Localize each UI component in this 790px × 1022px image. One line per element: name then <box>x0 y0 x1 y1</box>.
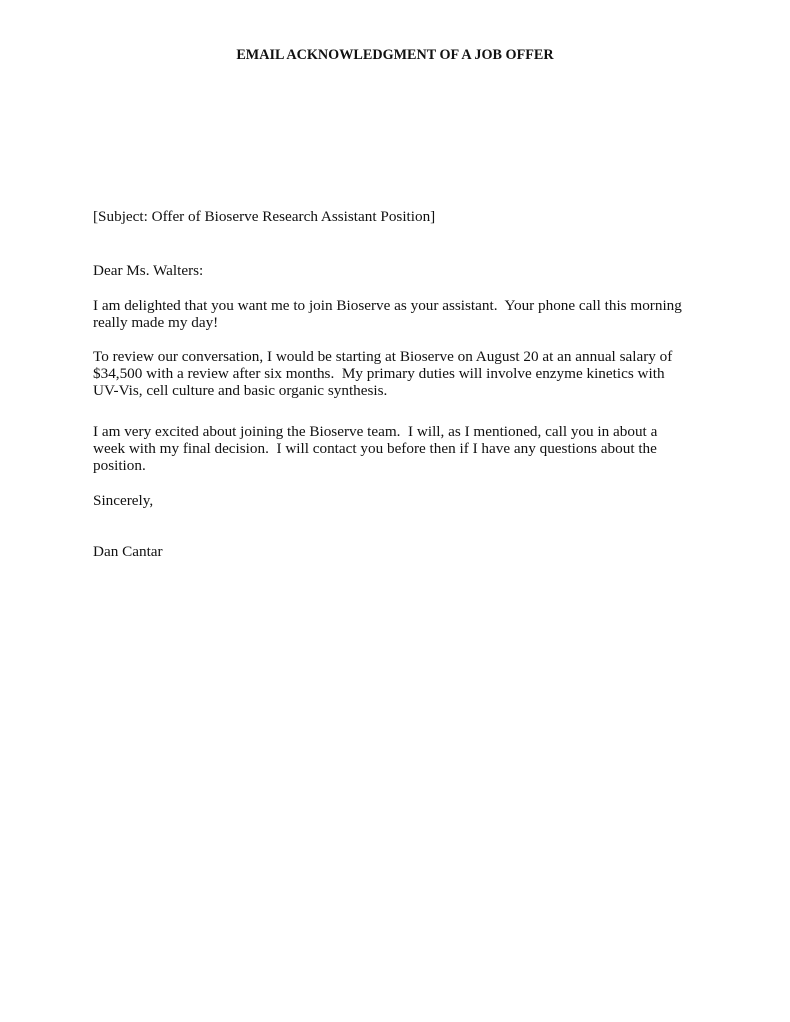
paragraph-line: position. <box>93 457 146 474</box>
paragraph-line: UV-Vis, cell culture and basic organic synthesis. <box>93 382 388 399</box>
closing: Sincerely, <box>93 492 154 509</box>
salutation: Dear Ms. Walters: <box>93 262 204 279</box>
signature: Dan Cantar <box>93 543 163 560</box>
email-subject: [Subject: Offer of Bioserve Research Assistant Position] <box>93 208 436 225</box>
paragraph-line: I am very excited about joining the Bioserve team. I will, as I mentioned, call you in about a <box>93 423 658 440</box>
paragraph-line: week with my final decision. I will contact you before then if I have any questions about the <box>93 440 657 457</box>
paragraph-line: To review our conversation, I would be starting at Bioserve on August 20 at an annual salary of <box>93 348 673 365</box>
paragraph-line: really made my day! <box>93 314 219 331</box>
paragraph-line: $34,500 with a review after six months. My primary duties will involve enzyme kinetics with <box>93 365 665 382</box>
document-title: EMAIL ACKNOWLEDGMENT OF A JOB OFFER <box>236 47 554 63</box>
paragraph-line: I am delighted that you want me to join Bioserve as your assistant. Your phone call this morning <box>93 297 682 314</box>
